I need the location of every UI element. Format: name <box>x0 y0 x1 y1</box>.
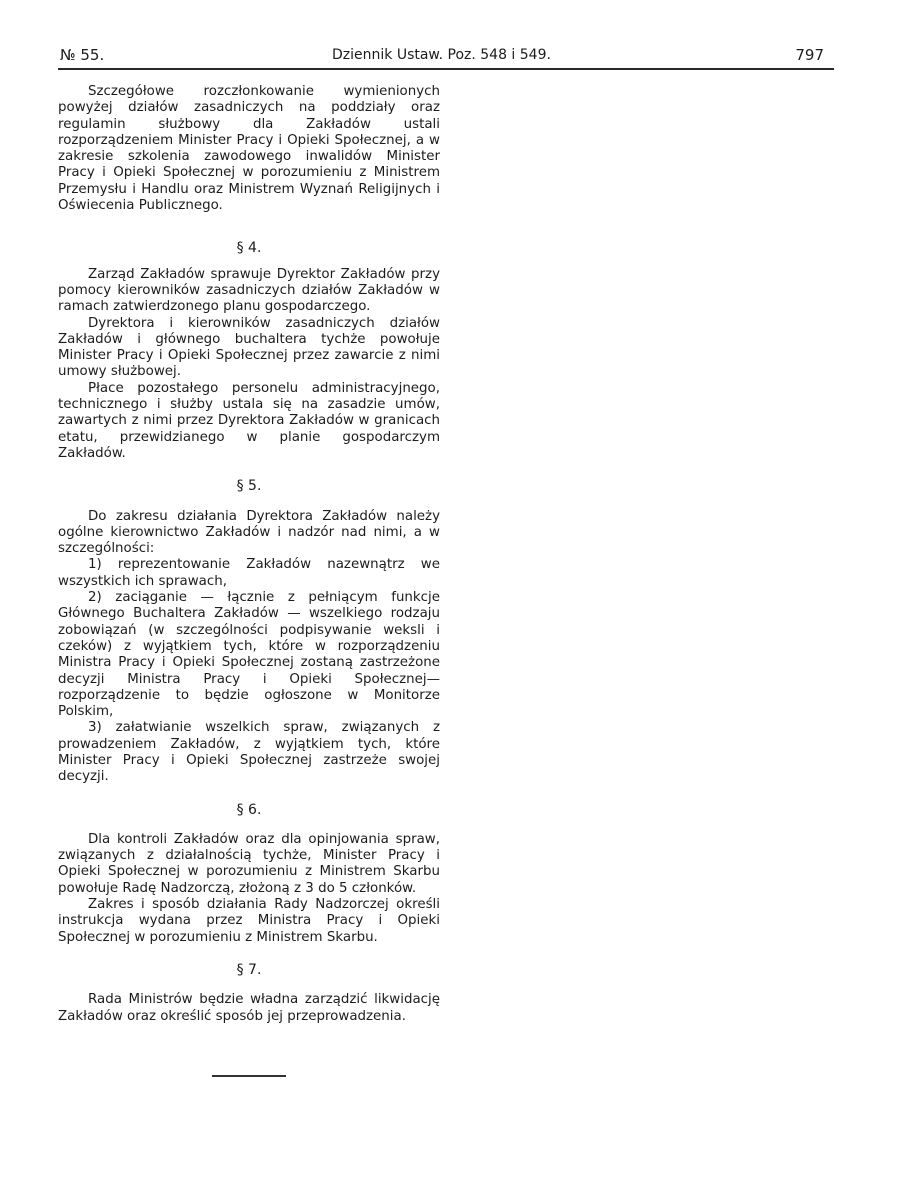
section-6-paragraph: Zakres i sposób działania Rady Nadzorczej określi instrukcja wydana przez Ministra Pracy i Opieki Społecznej w porozumieniu z Ministrem Skarbu. <box>58 897 440 945</box>
section-7-heading: § 7. <box>236 961 262 978</box>
section-5-paragraph: Do zakresu działania Dyrektora Zakładów należy ogólne kierownictwo Zakładów i nadzór nad nimi, a w szczególności: <box>58 508 440 557</box>
end-divider <box>212 1075 286 1077</box>
issue-number: № 55. <box>60 46 105 64</box>
section-5-heading: § 5. <box>236 478 262 495</box>
section-7-paragraph: Rada Ministrów będzie władna zarządzić likwidację Zakładów oraz określić sposób jej przeprowadzenia. <box>58 992 440 1024</box>
section-6-heading: § 6. <box>236 801 262 818</box>
section-5-item: 2) zaciąganie — łącznie z pełniącym funkcje Głównego Buchaltera Zakładów — wszelkiego rodzaju zobowiązań (w szczególności podpisywanie weksli i czeków) z wyjątkiem tych, które w rozporządzeniu Ministra Pracy i Opieki Społecznej zostaną zastrzeżone decyzji Ministra Pracy i Opieki Społecznej— rozporządzenie to będzie ogłoszone w Monitorze Polskim, <box>58 590 440 720</box>
section-5-item: 1) reprezentowanie Zakładów nazewnątrz we wszystkich ich sprawach, <box>58 557 440 589</box>
section-4-paragraph: Dyrektora i kierowników zasadniczych działów Zakładów i głównego buchaltera tychże powołuje Minister Pracy i Opieki Społecznej przez zawarcie z nimi umowy służbowej. <box>58 315 440 380</box>
intro-paragraph: Szczegółowe rozczłonkowanie wymienionych powyżej działów zasadniczych na poddziały oraz regulamin służbowy dla Zakładów ustali rozporządzeniem Minister Pracy i Opieki Społecznej, a w zakresie szkolenia zawodowego inwalidów Minister Pracy i Opieki Społecznej w porozumieniu z Ministrem Przemysłu i Handlu oraz Ministrem Wyznań Religijnych i Oświecenia Publicznego. <box>58 84 440 214</box>
text-column <box>58 84 440 1025</box>
section-4-paragraph: Zarząd Zakładów sprawuje Dyrektor Zakładów przy pomocy kierowników zasadniczych działów Zakładów w ramach zatwierdzonego planu gospodarczego. <box>58 266 440 315</box>
section-4-paragraph: Płace pozostałego personelu administracyjnego, technicznego i służby ustala się na zasadzie umów, zawartych z nimi przez Dyrektora Zakładów w granicach etatu, przewidzianego w planie gospodarczym Zakładów. <box>58 380 440 461</box>
page-number: 797 <box>795 46 824 64</box>
page-header <box>58 44 834 70</box>
section-6-paragraph: Dla kontroli Zakładów oraz dla opinjowania spraw, związanych z działalnością tychże, Minister Pracy i Opieki Społecznej w porozumieniu z Ministrem Skarbu powołuje Radę Nadzorczą, złożoną z 3 do 5 członków. <box>58 831 440 896</box>
section-4-heading: § 4. <box>236 240 262 257</box>
section-5-item: 3) załatwianie wszelkich spraw, związanych z prowadzeniem Zakładów, z wyjątkiem tych, które Minister Pracy i Opieki Społecznej zastrzeże swojej decyzji. <box>58 720 440 785</box>
journal-title: Dziennik Ustaw. Poz. 548 i 549. <box>332 47 551 63</box>
